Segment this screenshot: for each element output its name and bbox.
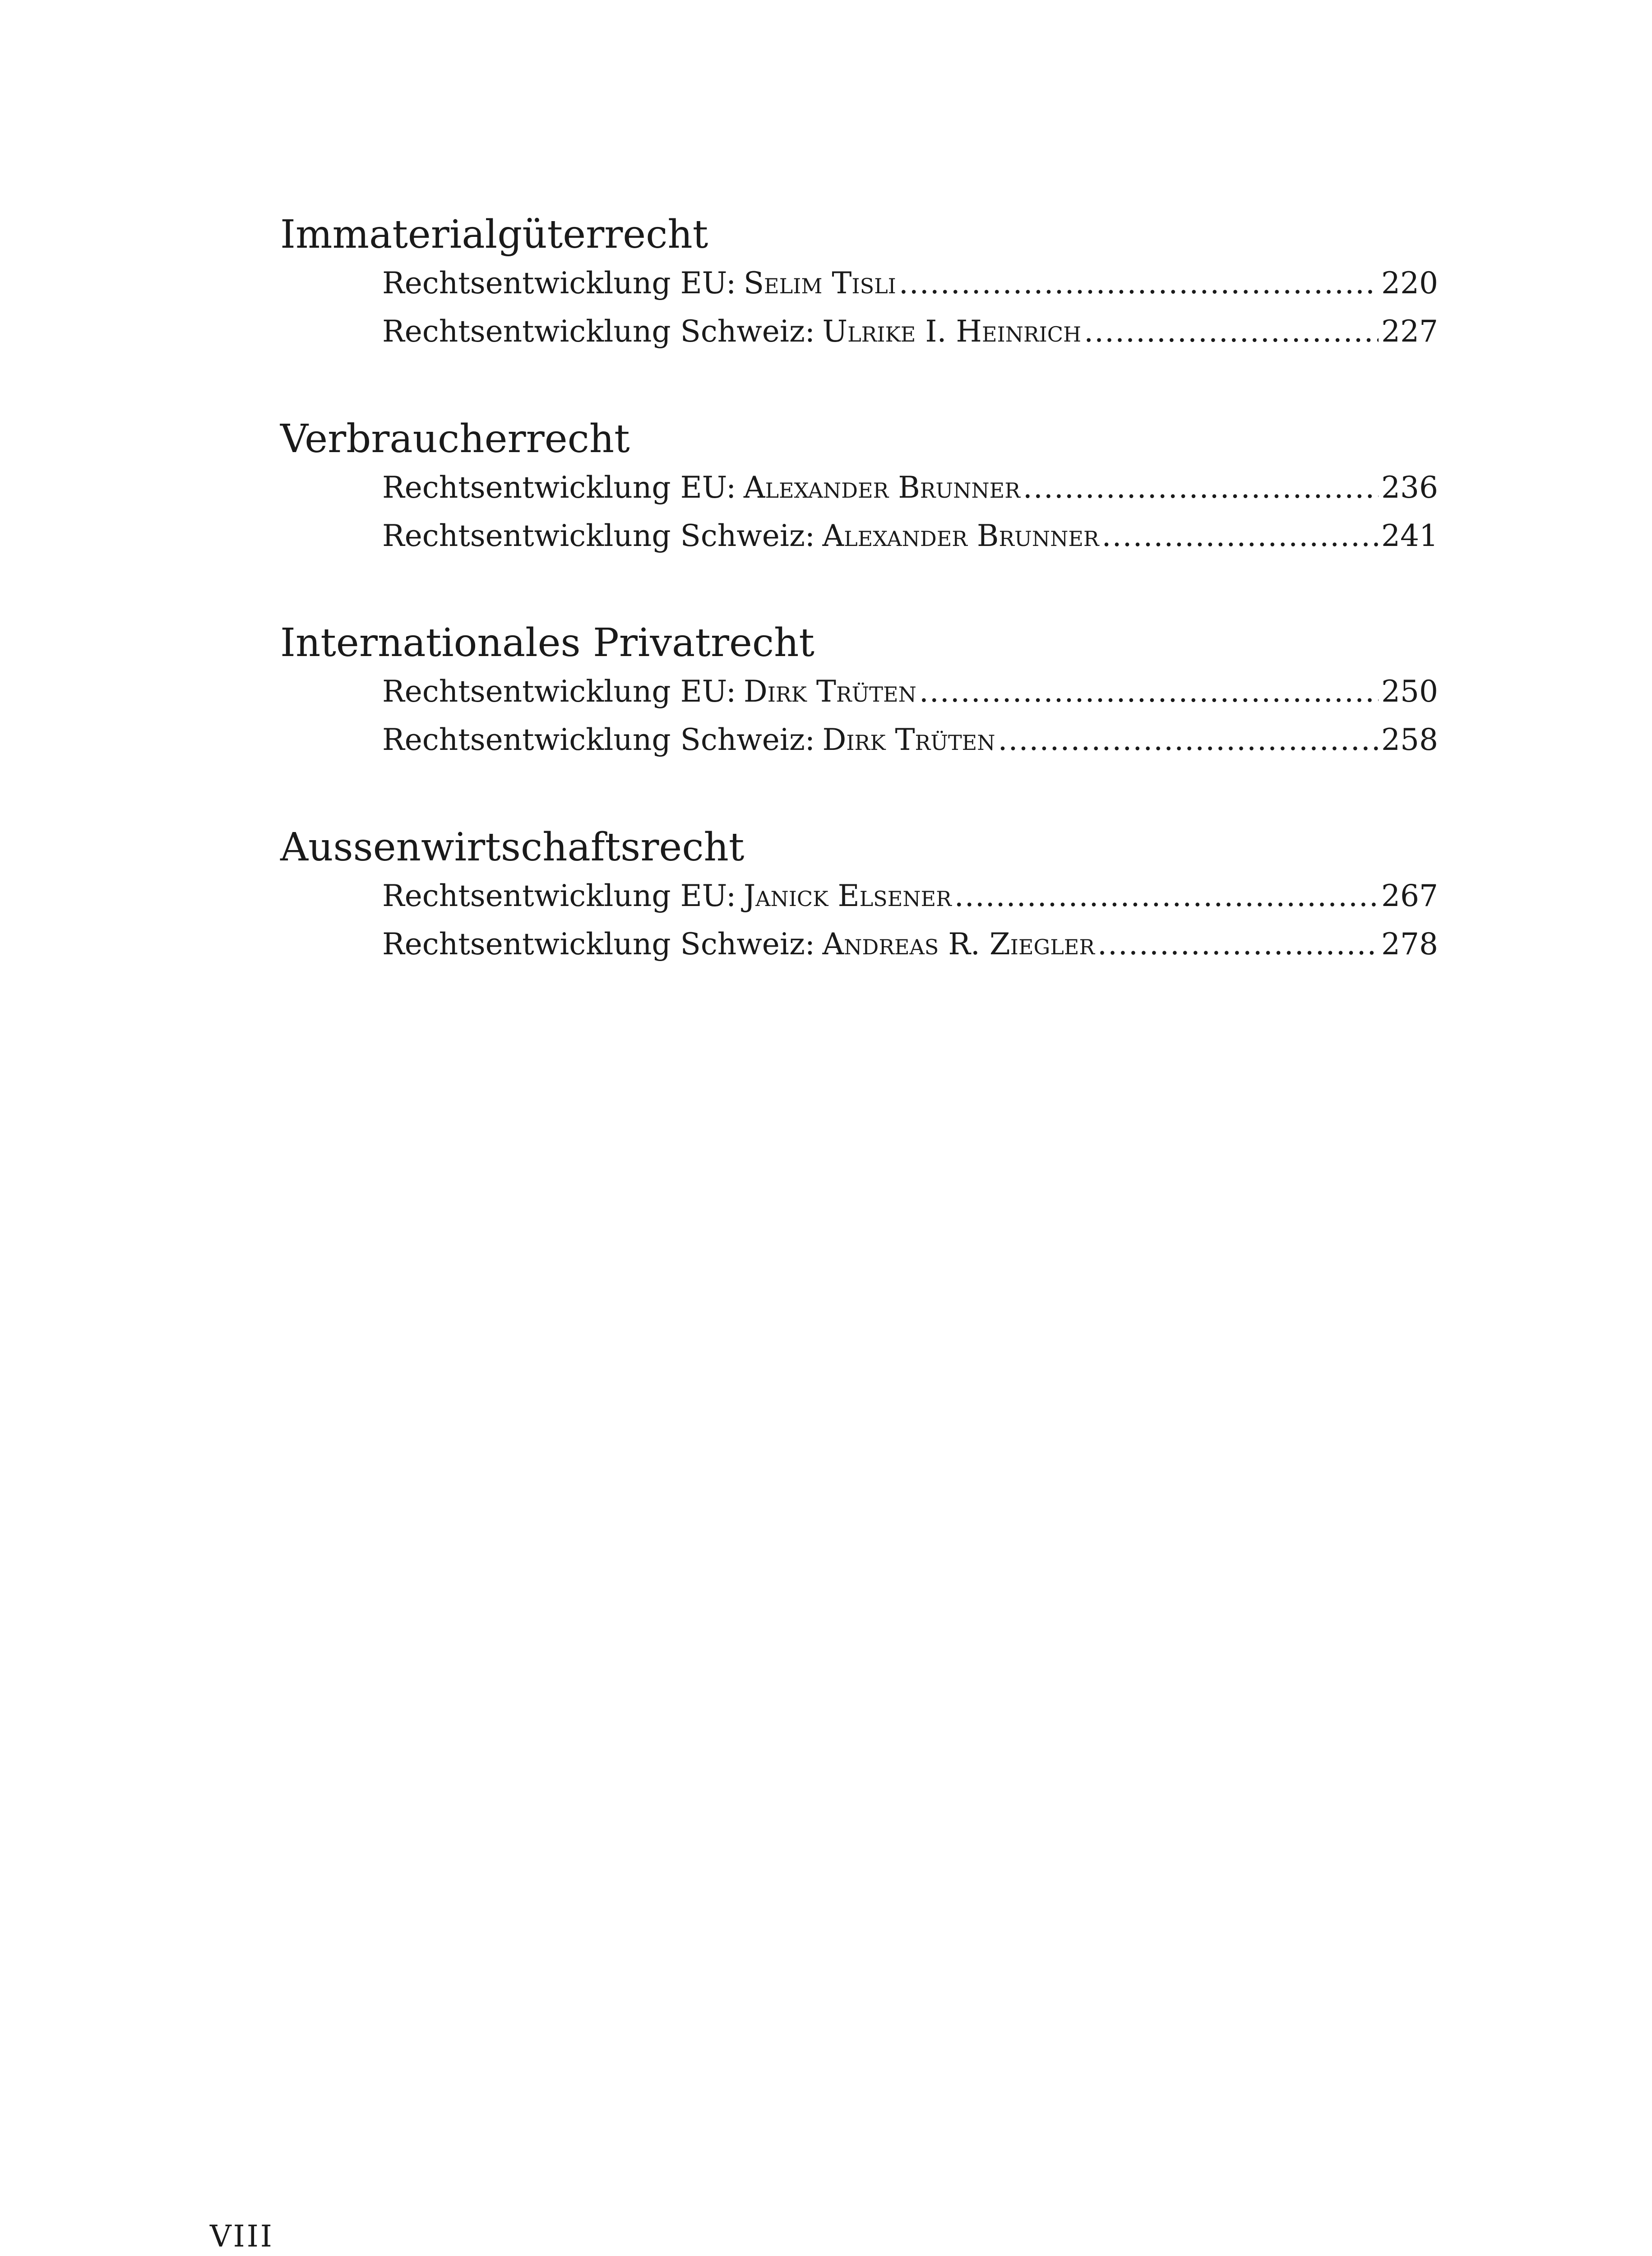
entry-page-number: 227 [1381, 314, 1438, 349]
toc-entry[interactable] [382, 671, 1438, 712]
toc-entry[interactable] [382, 516, 1438, 556]
entry-label: Rechtsentwicklung EU: [382, 470, 736, 505]
section-title: Aussenwirtschaftsrecht [280, 825, 745, 870]
entry-label: Rechtsentwicklung Schweiz: [382, 314, 815, 349]
toc-entry[interactable] [382, 720, 1438, 760]
entry-author: Ulrike I. Heinrich [822, 314, 1082, 349]
entry-label: Rechtsentwicklung EU: [382, 878, 736, 913]
entry-label: Rechtsentwicklung EU: [382, 674, 736, 709]
entry-author: Andreas R. Ziegler [822, 927, 1095, 962]
section-title: Verbraucherrecht [280, 416, 630, 462]
entry-page-number: 236 [1381, 470, 1438, 505]
entry-page-number: 258 [1381, 722, 1438, 757]
page-number: VIII [210, 2219, 274, 2254]
toc-entry[interactable] [382, 311, 1438, 352]
dot-leader [954, 876, 1379, 916]
entry-page-number: 241 [1381, 518, 1438, 553]
dot-leader [919, 671, 1379, 712]
toc-entry[interactable] [382, 876, 1438, 916]
entry-page-number: 267 [1381, 878, 1438, 913]
dot-leader [1102, 516, 1379, 556]
entry-page-number: 278 [1381, 927, 1438, 962]
section-title: Immaterialgüterrecht [280, 212, 708, 257]
entry-author: Dirk Trüten [822, 722, 995, 757]
dot-leader [1084, 311, 1379, 352]
dot-leader [1023, 467, 1379, 508]
entry-label: Rechtsentwicklung Schweiz: [382, 722, 815, 757]
entry-label: Rechtsentwicklung Schweiz: [382, 518, 815, 553]
toc-entry[interactable] [382, 467, 1438, 508]
entry-page-number: 250 [1381, 674, 1438, 709]
entry-author: Alexander Brunner [822, 518, 1099, 553]
entry-author: Dirk Trüten [743, 674, 916, 709]
dot-leader [1097, 924, 1379, 965]
entry-author: Janick Elsener [743, 878, 952, 913]
entry-label: Rechtsentwicklung EU: [382, 266, 736, 300]
toc-entry[interactable] [382, 924, 1438, 965]
toc-entry[interactable] [382, 263, 1438, 304]
entry-label: Rechtsentwicklung Schweiz: [382, 927, 815, 962]
entry-author: Alexander Brunner [743, 470, 1020, 505]
entry-page-number: 220 [1381, 266, 1438, 300]
section-title: Internationales Privatrecht [280, 620, 814, 666]
dot-leader [899, 263, 1379, 304]
dot-leader [998, 720, 1379, 760]
entry-author: Selim Tisli [743, 266, 896, 300]
